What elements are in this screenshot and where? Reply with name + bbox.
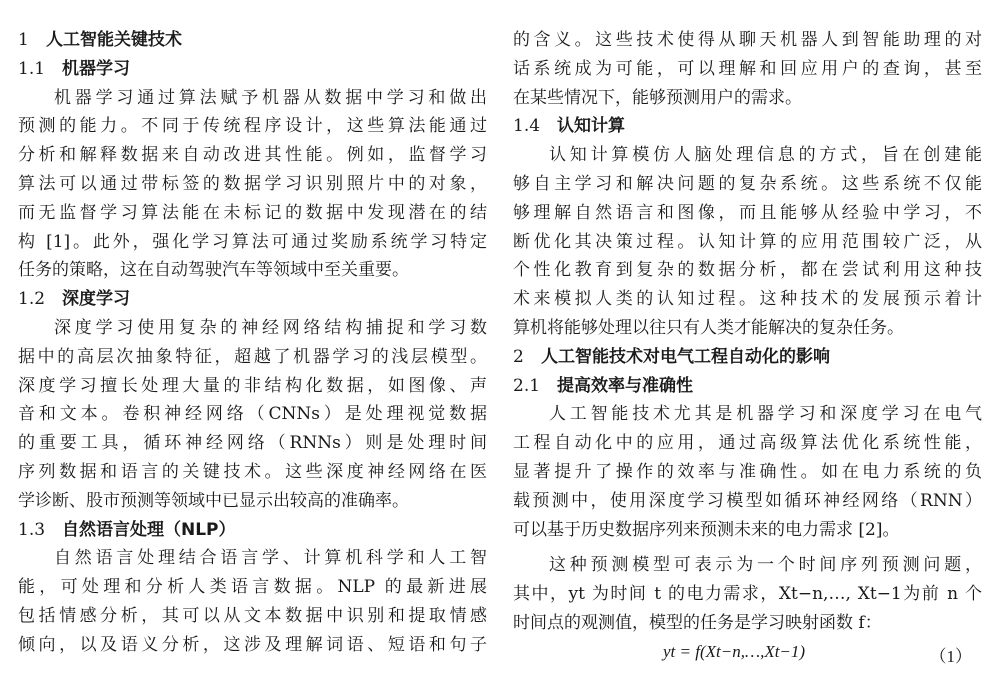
text-line: 自然语言处理结合语言学、计算机科学和人工智	[54, 548, 487, 569]
subsection-heading	[18, 516, 487, 545]
equation-number: （1）	[929, 646, 972, 666]
heading-number: 1.3	[18, 519, 46, 540]
heading-number: 1.1	[18, 58, 46, 79]
text-line: 构 [1]。此外，强化学习算法可通过奖励系统学习特定	[18, 231, 487, 252]
heading-title: 提高效率与准确性	[557, 375, 693, 396]
text-line: 深度学习使用复杂的神经网络结构捕捉和学习数	[54, 317, 487, 338]
text-line: 在某些情况下，能够预测用户的需求。	[513, 87, 802, 108]
text-line: 分析和解释数据来自动改进其性能。例如，监督学习	[18, 145, 487, 166]
text-line: 断优化其决策过程。认知计算的应用范围较广泛，从	[513, 231, 982, 252]
equation	[513, 640, 982, 670]
text-line: 人工智能技术尤其是机器学习和深度学习在电气	[549, 404, 982, 425]
text-line: 时间点的观测值，模型的任务是学习映射函数 f：	[513, 612, 882, 633]
text-line: 算机将能够处理以往只有人类才能解决的复杂任务。	[513, 317, 904, 338]
text-line: 深度学习擅长处理大量的非结构化数据，如图像、声	[18, 375, 487, 396]
subsection-heading	[18, 285, 487, 314]
text-line: 可以基于历史数据序列来预测未来的电力需求 [2]。	[513, 519, 900, 540]
text-line: 话系统成为可能，可以理解和回应用户的查询，甚至	[513, 58, 982, 79]
text-line: 认知计算模仿人脑处理信息的方式，旨在创建能	[549, 145, 982, 166]
text-line: 的含义。这些技术使得从聊天机器人到智能助理的对	[513, 30, 982, 50]
text-line: 其中，yt 为时间 t 的电力需求，Xt−n,…, Xt−1为前 n 个	[513, 584, 982, 605]
text-line: 序列数据和语言的关键技术。这些深度神经网络在医	[18, 461, 487, 482]
text-line: 预测的能力。不同于传统程序设计，这些算法能通过	[18, 116, 487, 137]
text-line: 任务的策略，这在自动驾驶汽车等领域中至关重要。	[18, 260, 409, 281]
equation-body: yt = f(Xt−n,…,Xt−1)	[663, 641, 806, 661]
heading-number: 1	[18, 30, 29, 50]
left-column	[18, 26, 487, 682]
text-line: 倾向，以及语义分析，这涉及理解词语、短语和句子	[18, 634, 487, 655]
subsection-heading	[513, 372, 982, 401]
subsection-heading	[18, 55, 487, 84]
text-line: 算法可以通过带标签的数据学习识别照片中的对象，	[18, 173, 487, 194]
text-line: 学诊断、股市预测等领域中已显示出较高的准确率。	[18, 490, 409, 511]
heading-title: 深度学习	[62, 289, 130, 310]
heading-number: 1.2	[18, 289, 46, 310]
text-line: 显著提升了操作的效率与准确性。如在电力系统的负	[513, 461, 982, 482]
text-line: 音和文本。卷积神经网络（CNNs）是处理视觉数据	[18, 404, 487, 425]
text-line: 能，可处理和分析人类语言数据。NLP 的最新进展	[18, 577, 487, 598]
text-line: 个性化教育到复杂的数据分析，都在尝试利用这种技	[513, 260, 982, 281]
subsection-heading	[513, 112, 982, 141]
right-column	[513, 26, 982, 682]
heading-title: 机器学习	[62, 58, 130, 79]
paragraph-gap	[513, 544, 982, 551]
text-line: 这种预测模型可表示为一个时间序列预测问题，	[549, 555, 982, 576]
heading-title: 人工智能技术对电气工程自动化的影响	[541, 346, 830, 367]
text-line: 术来模拟人类的认知过程。这种技术的发展预示着计	[513, 289, 982, 310]
text-line: 据中的高层次抽象特征，超越了机器学习的浅层模型。	[18, 346, 487, 367]
text-line: 包括情感分析，其可以从文本数据中识别和提取情感	[18, 605, 487, 626]
heading-title: 认知计算	[557, 116, 625, 137]
heading-number: 2.1	[513, 375, 541, 396]
text-line: 工程自动化中的应用，通过高级算法优化系统性能，	[513, 433, 982, 454]
text-line: 机器学习通过算法赋予机器从数据中学习和做出	[54, 87, 487, 108]
section-heading	[513, 343, 982, 372]
heading-title: 自然语言处理（NLP）	[62, 519, 236, 540]
heading-number: 1.4	[513, 116, 541, 137]
text-line: 的重要工具，循环神经网络（RNNs）则是处理时间	[18, 433, 487, 454]
text-line: 载预测中，使用深度学习模型如循环神经网络（RNN）	[513, 490, 982, 511]
text-line: 而无监督学习算法能在未标记的数据中发现潜在的结	[18, 202, 487, 223]
section-heading	[18, 26, 487, 55]
heading-title: 人工智能关键技术	[46, 30, 182, 50]
text-line: 够理解自然语言和图像，而且能够从经验中学习，不	[513, 202, 982, 223]
heading-number: 2	[513, 346, 524, 367]
text-line: 够自主学习和解决问题的复杂系统。这些系统不仅能	[513, 173, 982, 194]
